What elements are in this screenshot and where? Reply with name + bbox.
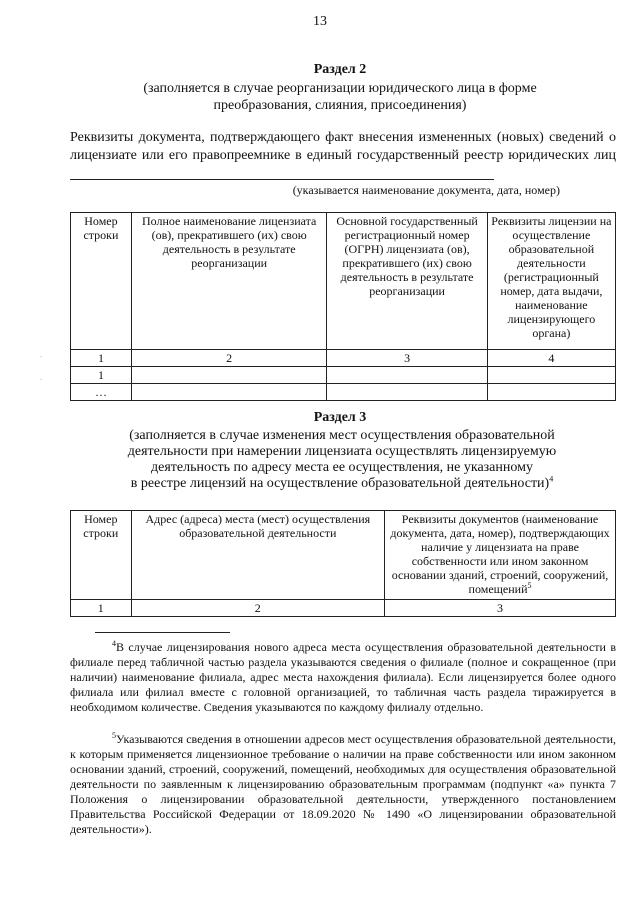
header-cell: Полное наименование лицензиата (ов), прекратившего (их) свою деятельность в результате реорганизации (131, 213, 327, 350)
column-number-cell: 1 (71, 350, 132, 367)
table-header-row (71, 511, 616, 600)
footnote-4 (70, 640, 616, 715)
column-number-cell: 4 (487, 350, 615, 367)
section2-table (70, 212, 616, 401)
table-cell[interactable] (487, 384, 615, 401)
column-number-cell: 2 (131, 600, 385, 617)
column-number-cell: 3 (385, 600, 616, 617)
margin-mark: . (40, 350, 42, 359)
footnote-mark: 5 (527, 581, 532, 590)
margin-mark: . (40, 373, 42, 382)
section2-subtitle-line2: преобразования, слияния, присоединения) (213, 98, 467, 113)
table-row (71, 350, 616, 367)
table-cell[interactable] (327, 367, 487, 384)
section2-title: Раздел 2 (313, 62, 367, 77)
table-cell[interactable] (327, 384, 487, 401)
footnote-mark: 4 (549, 474, 554, 484)
section3-subtitle-line: деятельность по адресу места ее осуществления, не указанному (151, 460, 533, 475)
header-cell: Реквизиты документов (наименование документа, дата, номер), подтверждающих наличие у лицензиата на праве собственности или ином законном основании зданий, строений, сооружений, помещений$^5$ (385, 511, 616, 600)
document-details-field[interactable] (70, 165, 494, 180)
row-number-cell: 1 (71, 367, 132, 384)
table-cell[interactable] (487, 367, 615, 384)
section3-subtitle-line: в реестре лицензий на осуществление образовательной деятельности)$^4$ (130, 474, 554, 491)
footnote-mark: 5 (112, 731, 116, 740)
header-cell: Номер строки (71, 213, 132, 350)
table-cell[interactable] (131, 367, 327, 384)
header-cell: Адрес (адреса) места (мест) осуществления образовательной деятельности (131, 511, 385, 600)
column-number-cell: 3 (327, 350, 487, 367)
table-row (71, 600, 616, 617)
section3-subtitle-line: деятельности при намерении лицензиата осуществлять лицензируемую (127, 444, 557, 459)
section2-subtitle-line1: (заполняется в случае реорганизации юридического лица в форме (143, 81, 537, 96)
page-number: 13 (313, 14, 327, 29)
row-number-cell: … (71, 384, 132, 401)
table-row (71, 384, 616, 401)
section3-subtitle (74, 428, 610, 492)
header-cell: Реквизиты лицензии на осуществление образовательной деятельности (регистрационный номер, дата выдачи, наименование лицензирующего органа) (487, 213, 615, 350)
table-row (71, 367, 616, 384)
table-cell[interactable] (131, 384, 327, 401)
table-header-row (71, 213, 616, 350)
section3-table (70, 510, 616, 617)
section3-subtitle-line: (заполняется в случае изменения мест осуществления образовательной (129, 428, 555, 443)
header-cell: Основной государственный регистрационный номер (ОГРН) лицензиата (ов), прекратившего (их) свою деятельность в результате реорганизации (327, 213, 487, 350)
section2-field-hint: (указывается наименование документа, дата, номер) (292, 183, 560, 197)
column-number-cell: 2 (131, 350, 327, 367)
footnote-text: В случае лицензирования нового адреса места осуществления образовательной деятельности в филиале перед табличной частью раздела указываются сведения о филиале (полное и сокращенное (при наличии) наименование филиала, адрес места нахождения филиала). Если лицензируется более одного филиала или филиал вместе с головной организацией, то табличная часть раздела тиражируется в необходимом количестве. Сведения указываются по каждому филиалу отдельно. (70, 640, 616, 714)
section2-paragraph (70, 129, 616, 186)
footnote-text: Указываются сведения в отношении адресов мест осуществления образовательной деятельности, к которым применяется лицензионное требование о наличии на праве собственности или ином законном основании зданий, строений, сооружений, помещений, необходимых для осуществления образовательной деятельности по заявленным к лицензированию образовательным программам (подпункт «а» пункта 7 Положения о лицензировании образовательной деятельности, утвержденного постановлением Правительства Российской Федерации от 18.09.2020 № 1490 «О лицензировании образовательной деятельности»). (70, 732, 616, 836)
section2-subtitle (70, 80, 610, 114)
column-number-cell: 1 (71, 600, 132, 617)
footnote-divider (95, 632, 230, 633)
footnote-mark: 4 (112, 639, 116, 648)
section3-title: Раздел 3 (313, 410, 367, 425)
header-cell: Номер строки (71, 511, 132, 600)
footnote-5 (70, 732, 616, 837)
section2-paragraph-text: Реквизиты документа, подтверждающего факт внесения измененных (новых) сведений о лицензиате или его правопреемнике в единый государственный реестр юридических лиц (70, 130, 616, 163)
